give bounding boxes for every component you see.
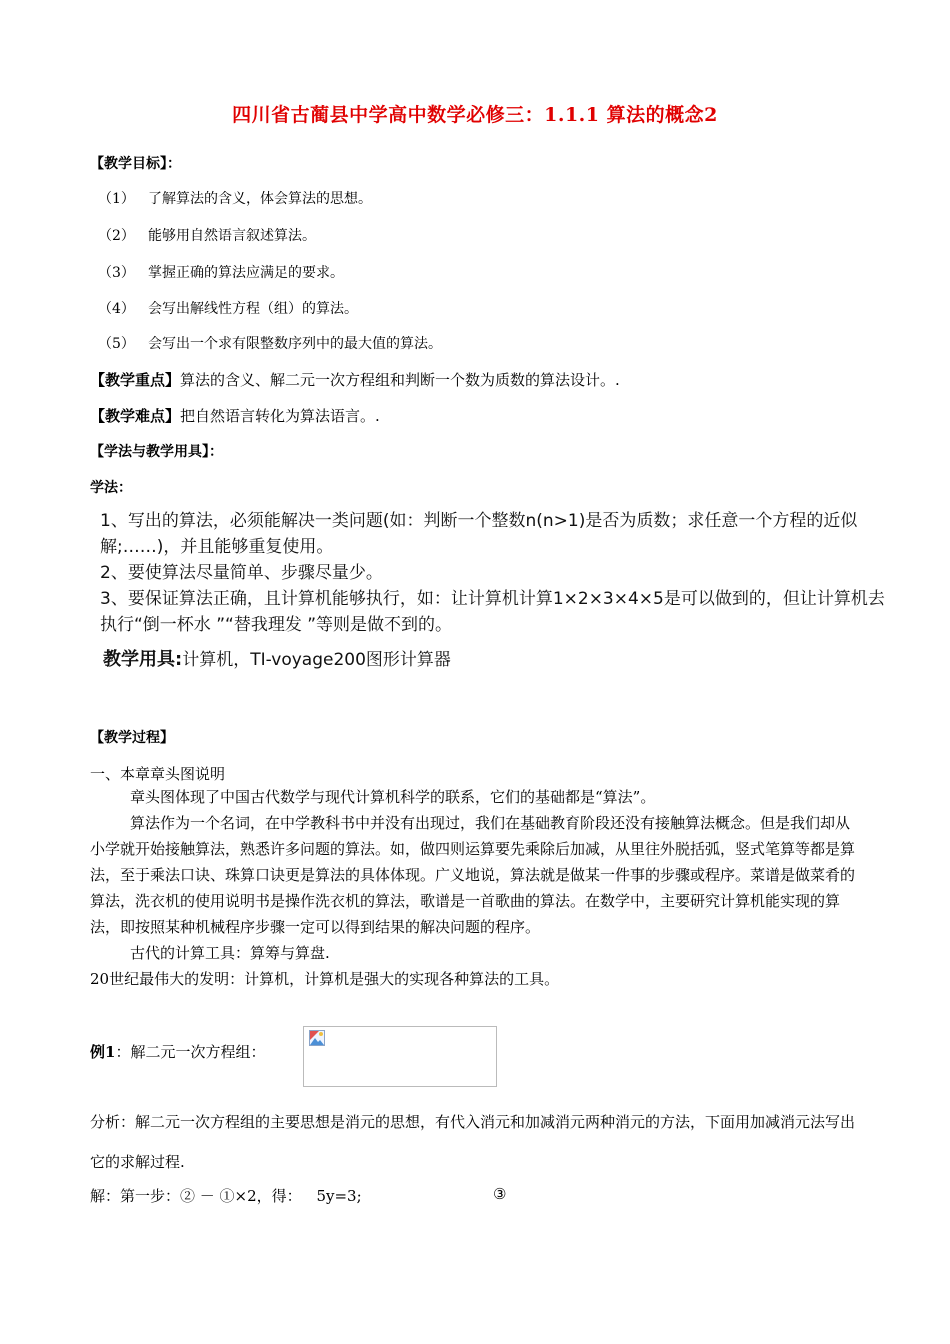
difficulty-label: 【教学难点】	[90, 407, 181, 425]
paragraph: 算法作为一个名词，在中学教科书中并没有出现过，我们在基础教育阶段还没有接触算法概念。但是我们却从小学就开始接触算法，熟悉许多问题的算法。如，做四则运算要先乘除后加减，从里往外脱括弧，竖式笔算等都是算法，至于乘法口诀、珠算口诀更是算法的具体体现。广义地说，算法就是做某一件事的步骤或程序。菜谱是做菜肴的算法，洗衣机的使用说明书是操作洗衣机的算法，歌谱是一首歌曲的算法。在数学中，主要研究计算机能实现的算法，即按照某种机械程序步骤一定可以得到结果的解决问题的程序。	[90, 814, 856, 936]
broken-image-icon	[309, 1030, 325, 1046]
example-text: ：解二元一次方程组：	[115, 1043, 266, 1061]
example-label: 例1	[90, 1043, 116, 1061]
solution-prefix: 解：第一步：② － ①×2，得：	[90, 1187, 302, 1205]
study-label: 学法：	[90, 480, 132, 496]
document-title: 四川省古蔺县中学高中数学必修三：1.1.1 算法的概念2	[232, 104, 718, 126]
solution-equation: 5y=3;	[316, 1187, 362, 1205]
paragraph: 古代的计算工具：算筹与算盘.	[130, 944, 330, 962]
difficulty-text: 把自然语言转化为算法语言。.	[180, 407, 380, 425]
example-1	[90, 1041, 265, 1062]
analysis-paragraph: 分析：解二元一次方程组的主要思想是消元的思想，有代入消元和加减消元两种消元的方法，下面用加减消元法写出它的求解过程.	[90, 1113, 856, 1171]
key-point	[90, 369, 620, 390]
objective-text: 会写出解线性方程（组）的算法。	[148, 301, 358, 317]
objective-number: （3）	[98, 265, 135, 281]
key-point-label: 【教学重点】	[90, 371, 181, 389]
teaching-tools	[103, 645, 451, 671]
objective-text: 掌握正确的算法应满足的要求。	[148, 265, 344, 281]
objective-text: 能够用自然语言叙述算法。	[148, 228, 316, 244]
equation-marker: ③	[493, 1185, 507, 1203]
objective-item	[98, 262, 344, 282]
section-title: 一、本章章头图说明	[90, 765, 226, 783]
study-methods	[100, 508, 890, 638]
objective-number: （1）	[98, 191, 135, 207]
objective-item	[98, 188, 372, 208]
tools-text: 计算机，TI-voyage200图形计算器	[182, 650, 451, 670]
intro-paragraphs	[90, 784, 860, 992]
paragraph: 章头图体现了中国古代数学与现代计算机科学的联系，它们的基础都是“算法”。	[130, 788, 656, 806]
objective-number: （2）	[98, 228, 135, 244]
difficulty	[90, 405, 380, 426]
paragraph: 20世纪最伟大的发明：计算机，计算机是强大的实现各种算法的工具。	[90, 970, 560, 988]
key-point-text: 算法的含义、解二元一次方程组和判断一个数为质数的算法设计。.	[180, 371, 620, 389]
objective-text: 会写出一个求有限整数序列中的最大值的算法。	[148, 336, 442, 352]
study-item: 1、写出的算法，必须能解决一类问题(如：判断一个整数n(n>1)是否为质数；求任意一个方程的近似解;……)，并且能够重复使用。	[100, 511, 858, 557]
objective-item	[98, 298, 358, 318]
process-heading: 【教学过程】	[90, 730, 174, 746]
study-item: 2、要使算法尽量简单、步骤尽量少。	[100, 563, 383, 583]
methods-heading: 【学法与教学用具】：	[90, 444, 223, 460]
objectives-heading: 【教学目标】：	[90, 156, 181, 172]
objective-item	[98, 225, 316, 245]
equation-image-placeholder	[303, 1026, 497, 1087]
objective-item	[98, 333, 442, 353]
solution-step	[90, 1185, 362, 1206]
objective-number: （5）	[98, 336, 135, 352]
objective-number: （4）	[98, 301, 135, 317]
tools-label: 教学用具:	[103, 649, 183, 670]
objective-text: 了解算法的含义，体会算法的思想。	[148, 191, 372, 207]
study-item: 3、要保证算法正确，且计算机能够执行，如：让计算机计算1×2×3×4×5是可以做到的，但让计算机去执行“倒一杯水 ”“替我理发 ”等则是做不到的。	[100, 589, 885, 635]
